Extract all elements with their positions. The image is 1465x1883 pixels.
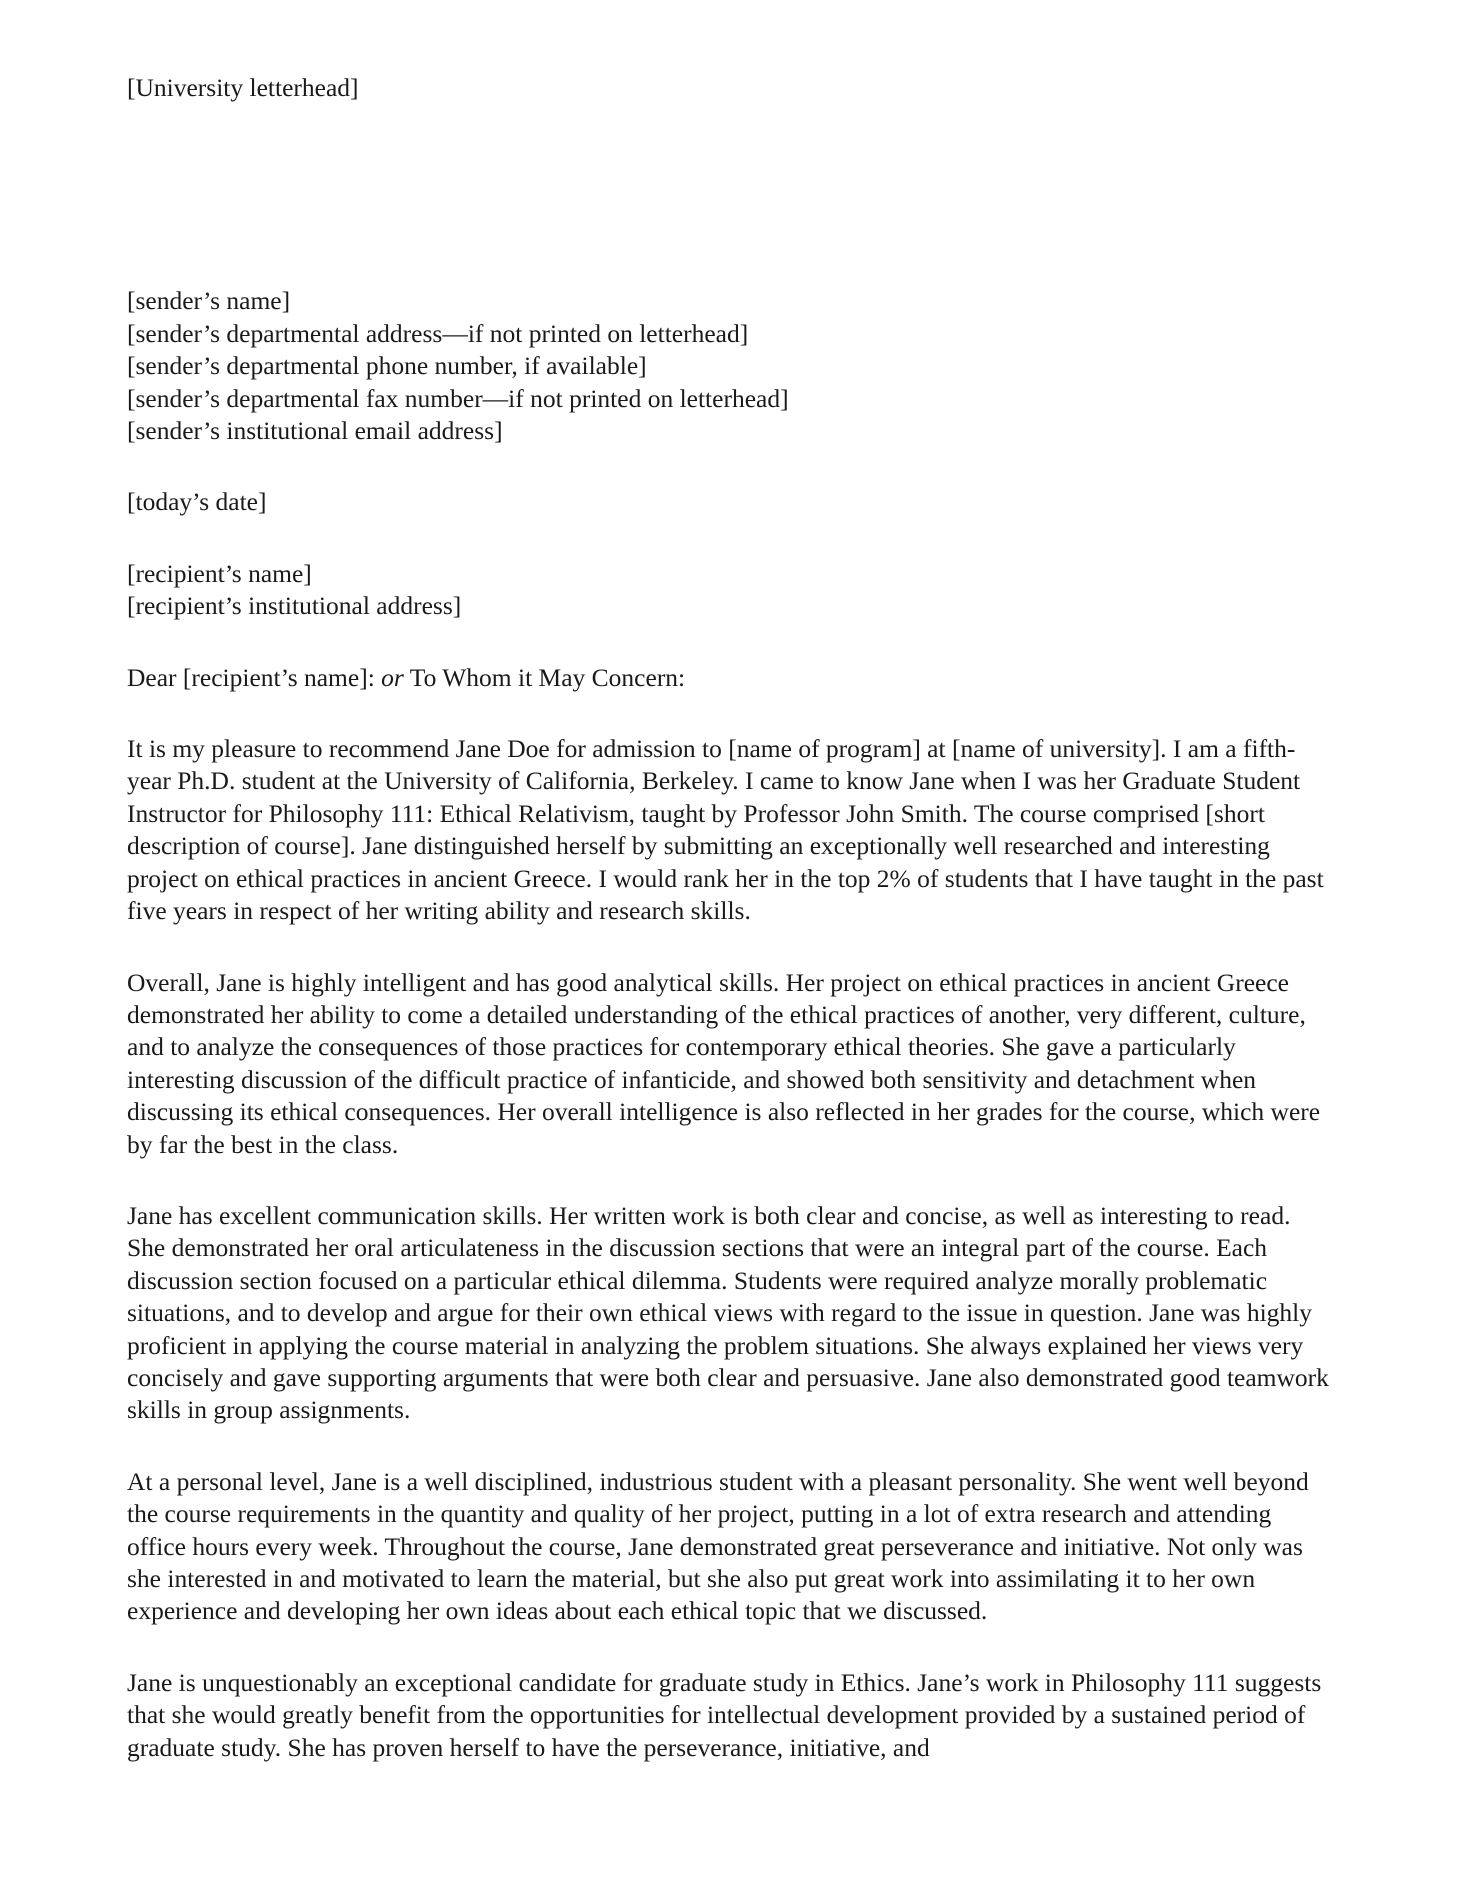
sender-phone: [sender’s departmental phone number, if available]: [127, 351, 647, 381]
sender-fax: [sender’s departmental fax number—if not printed on letterhead]: [127, 383, 789, 413]
sender-email: [sender’s institutional email address]: [127, 416, 503, 446]
recipient-address: [recipient’s institutional address]: [127, 591, 462, 621]
salutation: [127, 662, 1335, 694]
recipient-name: [recipient’s name]: [127, 558, 312, 588]
paragraph-introduction: It is my pleasure to recommend Jane Doe for admission to [name of program] at [name of university]. I am a fifth-year Ph.D. student at the University of California, Berkeley. I came to know Jane when I was her Graduate Student Instructor for Philosophy 111: Ethical Relativism, taught by Professor John Smith. The course comprised [short description of course]. Jane distinguished herself by submitting an exceptionally well researched and interesting project on ethical practices in ancient Greece. I would rank her in the top 2% of students that I have taught in the past five years in respect of her writing ability and research skills.: [127, 734, 1324, 926]
sender-block: [127, 285, 1335, 447]
paragraph-communication-skills: Jane has excellent communication skills. Her written work is both clear and concise, as well as interesting to read. She demonstrated her oral articulateness in the discussion sections that were an integral part of the course. Each discussion section focused on a particular ethical dilemma. Students were required analyze morally problematic situations, and to develop and argue for their own ethical views with regard to the issue in question. Jane was highly proficient in applying the course material in analyzing the problem situations. She always explained her views very concisely and gave supporting arguments that were both clear and persuasive. Jane also demonstrated good teamwork skills in group assignments.: [127, 1200, 1329, 1425]
recipient-block: [127, 558, 1335, 623]
paragraph-personal-level: At a personal level, Jane is a well disciplined, industrious student with a pleasant personality. She went well beyond the course requirements in the quantity and quality of her project, putting in a lot of extra research and attending office hours every week. Throughout the course, Jane demonstrated great perseverance and initiative. Not only was she interested in and motivated to learn the material, but she also put great work into assimilating it to her own experience and developing her own ideas about each ethical topic that we discussed.: [127, 1466, 1309, 1626]
sender-address: [sender’s departmental address—if not printed on letterhead]: [127, 318, 749, 348]
letter-date: [today’s date]: [127, 487, 267, 517]
salutation-to-whom: To Whom it May Concern:: [403, 662, 686, 692]
paragraph-conclusion: Jane is unquestionably an exceptional candidate for graduate study in Ethics. Jane’s work in Philosophy 111 suggests that she would greatly benefit from the opportunities for intellectual development provided by a sustained period of graduate study. She has proven herself to have the perseverance, initiative, and: [127, 1667, 1322, 1762]
salutation-dear: Dear [recipient’s name]:: [127, 662, 382, 692]
salutation-or: or: [381, 662, 404, 692]
paragraph-analytical-skills: Overall, Jane is highly intelligent and has good analytical skills. Her project on ethical practices in ancient Greece demonstrated her ability to come a detailed understanding of the ethical practices of another, very different, culture, and to analyze the consequences of those practices for contemporary ethical theories. She gave a particularly interesting discussion of the difficult practice of infanticide, and showed both sensitivity and detachment when discussing its ethical consequences. Her overall intelligence is also reflected in her grades for the course, which were by far the best in the class.: [127, 967, 1321, 1159]
letterhead-placeholder: [University letterhead]: [127, 73, 359, 102]
sender-name: [sender’s name]: [127, 286, 291, 316]
